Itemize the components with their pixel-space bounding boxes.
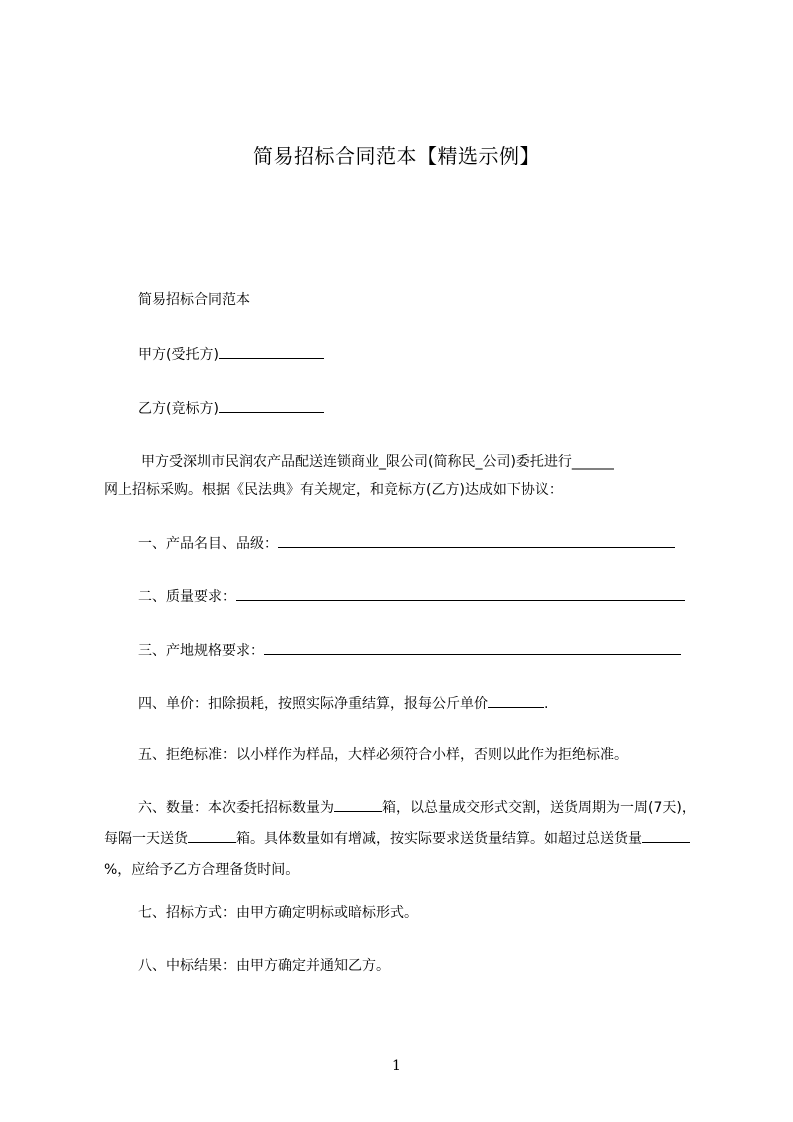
clause-6-text-c: 箱。具体数量如有增减，按实际要求送货量结算。如超过总送货量: [236, 831, 642, 847]
party-a-line: [138, 344, 324, 365]
clause-6: [104, 793, 704, 886]
document-title: 简易招标合同范本【精选示例】: [253, 144, 540, 168]
page-number: 1: [392, 1058, 401, 1074]
clause-6-text-a: 六、数量：本次委托招标数量为: [138, 800, 334, 816]
clause-6-text-b: 箱，以总量成交形式交割，送货周期为一周(7天)，每隔一天送货: [104, 800, 696, 847]
clause-3-blank: [264, 640, 681, 655]
clause-6-blank-3: [642, 828, 690, 843]
clause-1: [138, 533, 675, 554]
clause-4-text: 四、单价：扣除损耗，按照实际净重结算，报每公斤单价: [138, 696, 488, 712]
document-subtitle: 简易招标合同范本: [138, 292, 250, 308]
party-a-blank: [219, 344, 324, 359]
clause-3-label: 三、产地规格要求：: [138, 643, 264, 659]
clause-1-blank: [278, 533, 675, 548]
party-b-label: 乙方(竞标方): [138, 401, 219, 417]
party-b-blank: [219, 398, 324, 413]
clause-6-blank-1: [334, 797, 382, 812]
intro-line-2: 网上招标采购。根据《民法典》有关规定，和竞标方(乙方)达成如下协议：: [104, 482, 563, 498]
clause-5: 五、拒绝标准：以小样作为样品，大样必须符合小样，否则以此作为拒绝标准。: [138, 747, 628, 763]
clause-3: [138, 640, 681, 661]
clause-6-blank-2: [188, 828, 236, 843]
clause-2: [138, 586, 685, 607]
clause-4-end: .: [544, 696, 549, 712]
clause-2-label: 二、质量要求：: [138, 589, 236, 605]
intro-line-1: 甲方受深圳市民润农产品配送连锁商业_限公司(简称民_公司)委托进行______: [141, 454, 614, 470]
clause-4: [138, 693, 548, 714]
clause-2-blank: [236, 586, 685, 601]
party-b-line: [138, 398, 324, 419]
clause-7: 七、招标方式：由甲方确定明标或暗标形式。: [138, 905, 418, 921]
party-a-label: 甲方(受托方): [138, 347, 219, 363]
clause-1-label: 一、产品名目、品级：: [138, 536, 278, 552]
clause-6-text-d: %，应给予乙方合理备货时间。: [104, 862, 300, 878]
clause-8: 八、中标结果：由甲方确定并通知乙方。: [138, 958, 390, 974]
clause-4-blank: [488, 693, 544, 708]
